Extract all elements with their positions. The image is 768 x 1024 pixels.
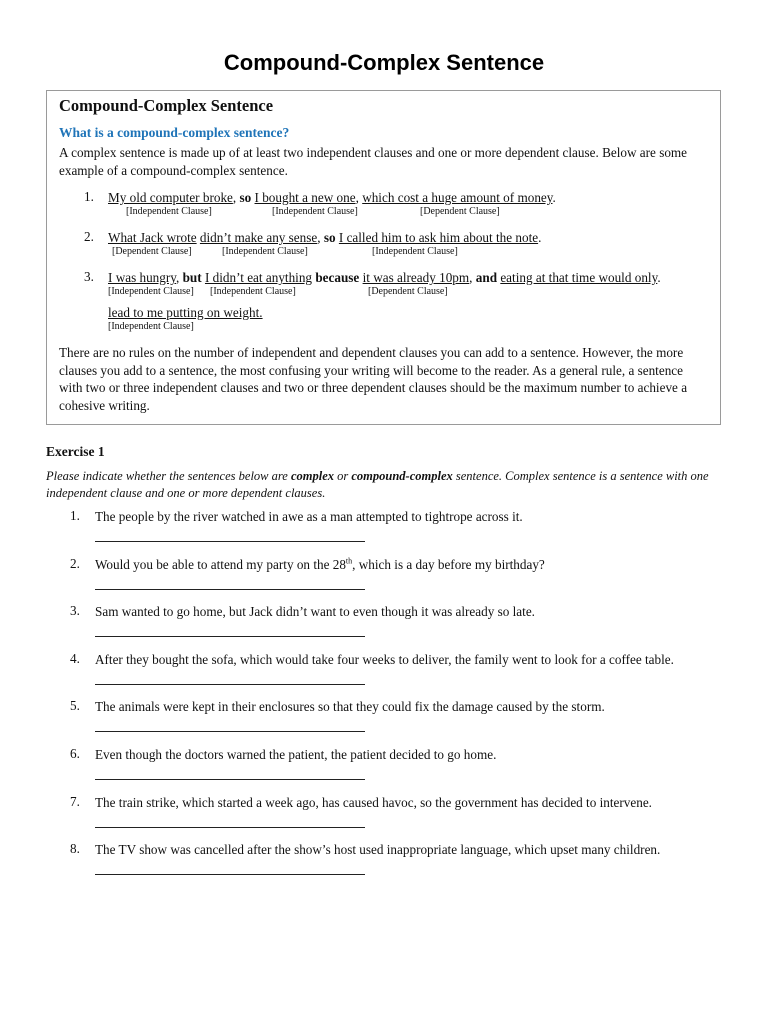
- clause-tag: [Independent Clause]: [272, 206, 358, 217]
- clause-tag: [Dependent Clause]: [368, 286, 448, 297]
- clause-tag: [Dependent Clause]: [112, 246, 192, 257]
- clause-tags: [108, 286, 708, 297]
- example-list: [59, 189, 708, 332]
- definition-question: What is a compound-complex sentence?: [59, 125, 290, 140]
- answer-line[interactable]: [95, 529, 365, 542]
- answer-line[interactable]: [95, 767, 365, 780]
- question-item: [46, 746, 726, 794]
- question-number: 3.: [70, 603, 80, 619]
- closing-paragraph: There are no rules on the number of independent and dependent clauses you can add to a sentence. However, the more clauses you add to a sentence, the most confusing your writing will become to the reader. As a general rule, a sentence with two or three independent clauses and two or three dependent clauses should be the maximum number to achieve a cohesive writing.: [59, 345, 688, 413]
- question-text: Would you be able to attend my party on the 28th, which is a day before my birthday?: [95, 556, 545, 572]
- question-item: [46, 603, 726, 651]
- exercise-section: [46, 444, 726, 889]
- question-item: [46, 698, 726, 746]
- exercise-instructions: Please indicate whether the sentences below are complex or compound-complex sentence. Complex sentence is a sentence with one independent clause and one or more dependent clauses.: [46, 469, 709, 500]
- question-number: 8.: [70, 841, 80, 857]
- example-sentence: My old computer broke, so I bought a new one, which cost a huge amount of money.: [108, 190, 556, 205]
- answer-line[interactable]: [95, 577, 365, 590]
- question-text: Sam wanted to go home, but Jack didn’t want to even though it was already so late.: [95, 604, 535, 620]
- question-item: [46, 651, 726, 699]
- clause-tag: [Independent Clause]: [222, 246, 308, 257]
- question-text: The people by the river watched in awe as a man attempted to tightrope across it.: [95, 509, 523, 524]
- question-number: 4.: [70, 650, 80, 666]
- example-continuation: lead to me putting on weight.: [108, 305, 263, 320]
- question-text: After they bought the sofa, which would take four weeks to deliver, the family went to look for a coffee table.: [95, 651, 674, 667]
- question-item: [46, 508, 726, 556]
- question-number: 6.: [70, 745, 80, 761]
- question-item: [46, 794, 726, 842]
- example-number: 1.: [84, 189, 94, 204]
- question-text: The TV show was cancelled after the show’s host used inappropriate language, which upset many children.: [95, 842, 661, 858]
- example-item: [59, 229, 708, 257]
- page-title: Compound-Complex Sentence: [223, 50, 545, 75]
- definition-box: [46, 90, 721, 425]
- answer-line[interactable]: [95, 815, 365, 828]
- example-number: 2.: [84, 229, 94, 244]
- intro-paragraph: A complex sentence is made up of at least two independent clauses and one or more dependent clause. Below are some example of a compound-complex sentence.: [59, 145, 688, 178]
- clause-tag: [Independent Clause]: [108, 286, 194, 297]
- question-number: 2.: [70, 555, 80, 571]
- question-text: Even though the doctors warned the patient, the patient decided to go home.: [95, 746, 497, 762]
- example-sentence: What Jack wrote didn’t make any sense, so I called him to ask him about the note.: [108, 230, 542, 245]
- exercise-heading: Exercise 1: [46, 444, 105, 459]
- question-number: 7.: [70, 793, 80, 809]
- question-item: [46, 841, 726, 889]
- answer-line[interactable]: [95, 672, 365, 685]
- clause-tag: [Independent Clause]: [210, 286, 296, 297]
- example-item: [59, 269, 708, 332]
- question-text: The animals were kept in their enclosures so that they could fix the damage caused by the storm.: [95, 699, 605, 715]
- question-list: [46, 508, 726, 889]
- example-item: [59, 189, 708, 217]
- answer-line[interactable]: [95, 719, 365, 732]
- example-number: 3.: [84, 269, 94, 284]
- question-number: 1.: [70, 508, 80, 523]
- clause-tag: [Independent Clause]: [108, 321, 194, 332]
- box-title: Compound-Complex Sentence: [59, 96, 274, 115]
- clause-tag: [Dependent Clause]: [420, 206, 500, 217]
- question-text: The train strike, which started a week ago, has caused havoc, so the government has decided to intervene.: [95, 794, 652, 810]
- question-number: 5.: [70, 698, 80, 714]
- clause-tags: [108, 246, 708, 257]
- clause-tags: [108, 321, 708, 332]
- clause-tag: [Independent Clause]: [372, 246, 458, 257]
- answer-line[interactable]: [95, 624, 365, 637]
- clause-tags: [108, 206, 708, 217]
- clause-tag: [Independent Clause]: [126, 206, 212, 217]
- question-item: [46, 556, 726, 604]
- example-sentence: I was hungry, but I didn’t eat anything because it was already 10pm, and eating at that time would only.: [108, 270, 661, 285]
- answer-line[interactable]: [95, 862, 365, 875]
